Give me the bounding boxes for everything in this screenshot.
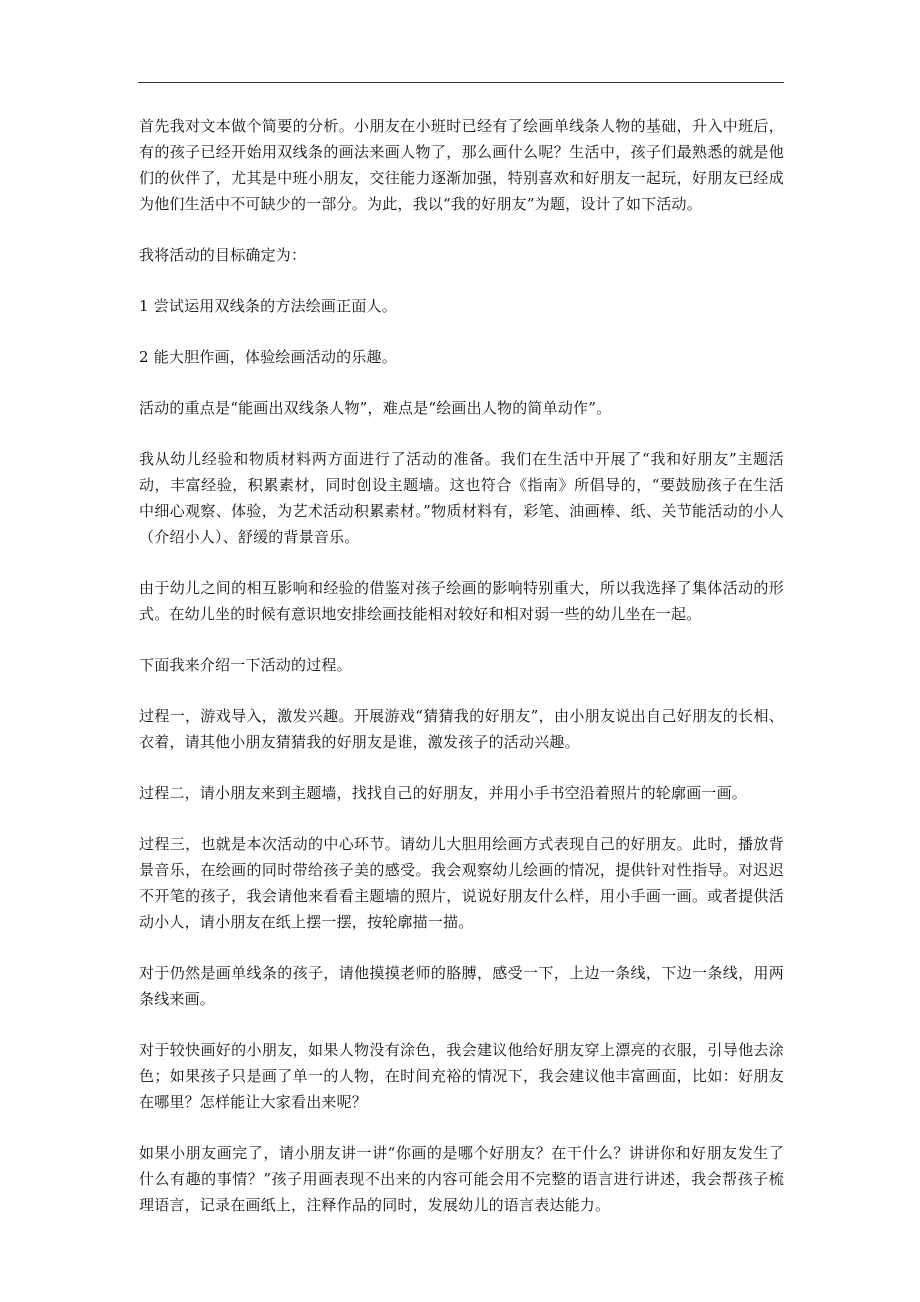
paragraph-format: 由于幼儿之间的相互影响和经验的借鉴对孩子绘画的影响特别重大，所以我选择了集体活动的形式。在幼儿坐的时候有意识地安排绘画技能相对较好和相对弱一些的幼儿坐在一起。	[139, 579, 784, 623]
paragraph-single-line: 对于仍然是画单线条的孩子，请他摸摸老师的胳膊，感受一下，上边一条线，下边一条线，用两条线来画。	[139, 964, 784, 1008]
paragraph-process-intro: 下面我来介绍一下活动的过程。	[139, 656, 352, 674]
paragraph-finished: 如果小朋友画完了，请小朋友讲一讲“你画的是哪个好朋友？在干什么？讲讲你和好朋友发生了什么有趣的事情？”孩子用画表现不出来的内容可能会用不完整的语言进行讲述，我会帮孩子梳理语言，记录在画纸上，注释作品的同时，发展幼儿的语言表达能力。	[139, 1144, 784, 1214]
paragraph-analysis: 首先我对文本做个简要的分析。小朋友在小班时已经有了绘画单线条人物的基础，升入中班后，有的孩子已经开始用双线条的画法来画人物了，那么画什么呢？生活中，孩子们最熟悉的就是他们的伙伴了，尤其是中班小朋友，交往能力逐渐加强，特别喜欢和好朋友一起玩，好朋友已经成为他们生活中不可缺少的一部分。为此，我以“我的好朋友”为题，设计了如下活动。	[139, 117, 784, 213]
header-rule	[138, 82, 784, 83]
paragraph-process-2: 过程二，请小朋友来到主题墙，找找自己的好朋友，并用小手书空沿着照片的轮廓画一画。	[139, 784, 748, 802]
paragraph-fast-finishers: 对于较快画好的小朋友，如果人物没有涂色，我会建议他给好朋友穿上漂亮的衣服，引导他去涂色；如果孩子只是画了单一的人物，在时间充裕的情况下，我会建议他丰富画面，比如：好朋友在哪里？怎样能让大家看出来呢？	[139, 1041, 784, 1111]
paragraph-goal-2: 2 能大胆作画，体验绘画活动的乐趣。	[139, 348, 397, 366]
document-body	[139, 113, 784, 1243]
paragraph-preparation: 我从幼儿经验和物质材料两方面进行了活动的准备。我们在生活中开展了“我和好朋友”主题活动，丰富经验，积累素材，同时创设主题墙。这也符合《指南》所倡导的，“要鼓励孩子在生活中细心观察、体验，为艺术活动积累素材。”物质材料有，彩笔、油画棒、纸、关节能活动的小人（介绍小人）、舒缓的背景音乐。	[139, 450, 784, 546]
paragraph-key-points: 活动的重点是“能画出双线条人物”，难点是“绘画出人物的简单动作”。	[139, 399, 612, 417]
paragraph-process-1: 过程一，游戏导入，激发兴趣。开展游戏“猜猜我的好朋友”，由小朋友说出自己好朋友的长相、衣着，请其他小朋友猜猜我的好朋友是谁，激发孩子的活动兴趣。	[139, 707, 784, 751]
paragraph-goals-intro: 我将活动的目标确定为：	[139, 246, 307, 264]
paragraph-goal-1: 1 尝试运用双线条的方法绘画正面人。	[139, 297, 397, 315]
paragraph-process-3: 过程三，也就是本次活动的中心环节。请幼儿大胆用绘画方式表现自己的好朋友。此时，播放背景音乐，在绘画的同时带给孩子美的感受。我会观察幼儿绘画的情况，提供针对性指导。对迟迟不开笔的孩子，我会请他来看看主题墙的照片，说说好朋友什么样，用小手画一画。或者提供活动小人，请小朋友在纸上摆一摆，按轮廓描一描。	[139, 835, 784, 931]
